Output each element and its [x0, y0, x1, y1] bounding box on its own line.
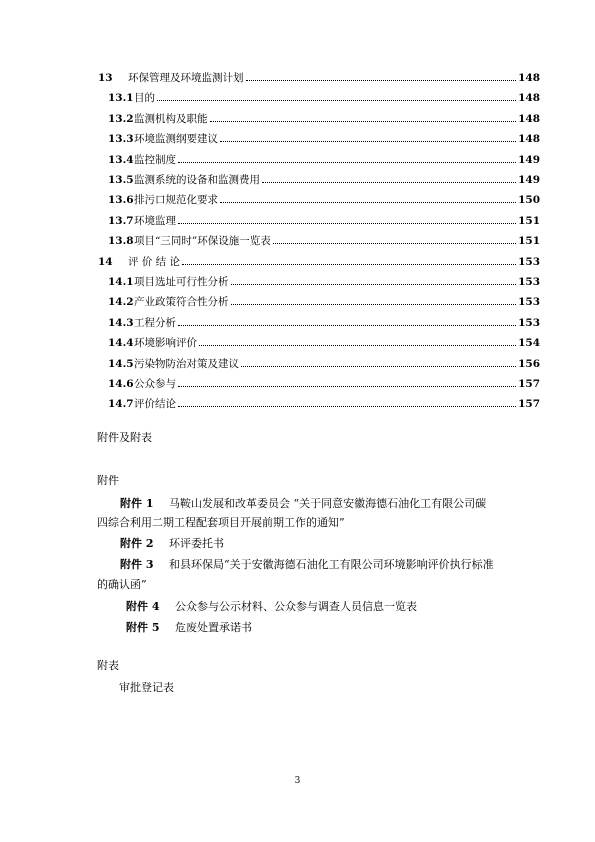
toc-leader-dots	[182, 264, 516, 265]
attachment-2-text: 环评委托书	[168, 537, 224, 550]
toc-row[interactable]	[0, 313, 595, 333]
attachment-5	[126, 618, 252, 638]
attachment-1-prefix: 附件 1	[120, 497, 154, 510]
toc-label: 工程分析	[134, 316, 176, 329]
toc-number: 14.3	[108, 316, 134, 329]
toc-row[interactable]	[0, 252, 595, 272]
toc-page-number: 154	[518, 337, 540, 350]
toc-label: 项目选址可行性分析	[134, 276, 229, 288]
toc-row[interactable]	[0, 129, 595, 149]
toc-label: 项目“三同时”环保设施一览表	[134, 235, 271, 248]
attachment-2-prefix: 附件 2	[120, 537, 154, 550]
toc-number: 14.6	[108, 378, 134, 390]
toc-page-number: 157	[518, 378, 540, 390]
toc-label: 污染物防治对策及建议	[134, 357, 239, 370]
toc-row[interactable]	[0, 354, 595, 374]
toc-leader-dots	[231, 284, 516, 285]
toc-leader-dots	[273, 243, 516, 244]
toc-row[interactable]	[0, 68, 595, 88]
toc-page-number: 157	[518, 398, 540, 411]
attachment-3-prefix: 附件 3	[120, 558, 154, 571]
toc-leader-dots	[241, 366, 516, 367]
toc-page-number: 148	[518, 72, 540, 84]
toc-leader-dots	[178, 162, 516, 163]
toc-page-number: 151	[518, 214, 540, 227]
toc-page-number: 148	[518, 133, 540, 146]
toc-page-number: 149	[518, 153, 540, 166]
attachment-3	[120, 555, 494, 575]
toc-label: 排污口规范化要求	[134, 194, 218, 207]
toc-row[interactable]	[0, 150, 595, 170]
toc-label: 评 价 结 论	[128, 255, 181, 268]
toc-page-number: 149	[518, 174, 540, 186]
approval-registration-form: 审批登记表	[119, 681, 174, 694]
toc-label: 环境监测纲要建议	[134, 133, 218, 146]
toc-leader-dots	[220, 202, 516, 203]
toc-page-number: 150	[518, 194, 540, 207]
toc-number: 13.4	[108, 153, 134, 166]
toc-row[interactable]	[0, 211, 595, 231]
toc-label: 环境监理	[134, 214, 176, 227]
toc-page-number: 148	[518, 92, 540, 105]
toc-page-number: 148	[518, 112, 540, 125]
toc-number: 13.3	[108, 133, 134, 146]
toc-row[interactable]	[0, 292, 595, 312]
toc-label: 目的	[134, 92, 155, 105]
attachment-4	[126, 597, 417, 617]
toc-leader-dots	[178, 223, 516, 224]
toc-leader-dots	[199, 345, 516, 346]
toc-label: 公众参与	[134, 378, 176, 390]
toc-row[interactable]	[0, 394, 595, 414]
toc-page-number: 151	[518, 235, 540, 248]
toc-label: 评价结论	[134, 398, 176, 411]
toc-label: 监测机构及职能	[134, 112, 208, 125]
toc-row[interactable]	[0, 88, 595, 108]
toc-number: 13.2	[108, 112, 134, 125]
toc-number: 14.5	[108, 357, 134, 370]
toc-row[interactable]	[0, 190, 595, 210]
toc-number: 14.1	[108, 276, 134, 288]
toc-row[interactable]	[0, 170, 595, 190]
toc-leader-dots	[231, 304, 516, 305]
toc-number: 13.7	[108, 214, 134, 227]
toc-number: 13.6	[108, 194, 134, 207]
toc-label: 环保管理及环境监测计划	[128, 72, 244, 84]
toc-number: 13	[98, 72, 113, 84]
toc-label: 监测系统的设备和监测费用	[134, 174, 260, 186]
toc-page-number: 153	[518, 276, 540, 288]
attachment-5-prefix: 附件 5	[126, 621, 160, 634]
toc-page-number: 153	[518, 296, 540, 309]
toc-leader-dots	[246, 80, 516, 81]
toc-leader-dots	[262, 182, 516, 183]
toc-leader-dots	[210, 121, 516, 122]
toc-leader-dots	[178, 325, 516, 326]
toc-page-number: 153	[518, 255, 540, 268]
attachment-4-text: 公众参与公示材料、公众参与调查人员信息一览表	[174, 600, 417, 613]
toc-row[interactable]	[0, 231, 595, 251]
page-number: 3	[294, 776, 301, 786]
toc-leader-dots	[220, 141, 516, 142]
toc-label: 环境影响评价	[134, 337, 197, 350]
attachment-4-prefix: 附件 4	[126, 600, 160, 613]
attachment-1	[120, 494, 486, 514]
attachment-3-line2: 的确认函”	[97, 578, 147, 591]
toc-row[interactable]	[0, 272, 595, 292]
toc-number: 14.7	[108, 398, 134, 411]
toc-row[interactable]	[0, 374, 595, 394]
toc-number: 14.2	[108, 296, 134, 309]
toc-number: 13.1	[108, 92, 134, 105]
toc-label: 产业政策符合性分析	[134, 296, 229, 309]
toc-page-number: 153	[518, 316, 540, 329]
table-heading: 附表	[97, 659, 119, 672]
toc-number: 14	[98, 255, 113, 268]
toc-row[interactable]	[0, 109, 595, 129]
attachment-5-text: 危废处置承诺书	[174, 621, 252, 634]
attachment-1-line1: 马鞍山发展和改革委员会 “关于同意安徽海德石油化工有限公司碳	[168, 497, 487, 510]
toc-number: 13.8	[108, 235, 134, 248]
toc-leader-dots	[178, 406, 516, 407]
toc-number: 14.4	[108, 337, 134, 350]
attachment-3-line1: 和县环保局“关于安徽海德石油化工有限公司环境影响评价执行标准	[168, 558, 494, 571]
attachment-heading: 附件	[97, 474, 119, 487]
attachment-2	[120, 534, 224, 554]
toc-label: 监控制度	[134, 153, 176, 166]
toc-leader-dots	[157, 100, 516, 101]
toc-leader-dots	[178, 386, 516, 387]
attachment-1-line2: 四综合利用二期工程配套项目开展前期工作的通知”	[97, 516, 345, 529]
toc-page-number: 156	[518, 357, 540, 370]
attachments-title: 附件及附表	[97, 431, 152, 444]
toc-row[interactable]	[0, 333, 595, 353]
toc-number: 13.5	[108, 174, 134, 186]
